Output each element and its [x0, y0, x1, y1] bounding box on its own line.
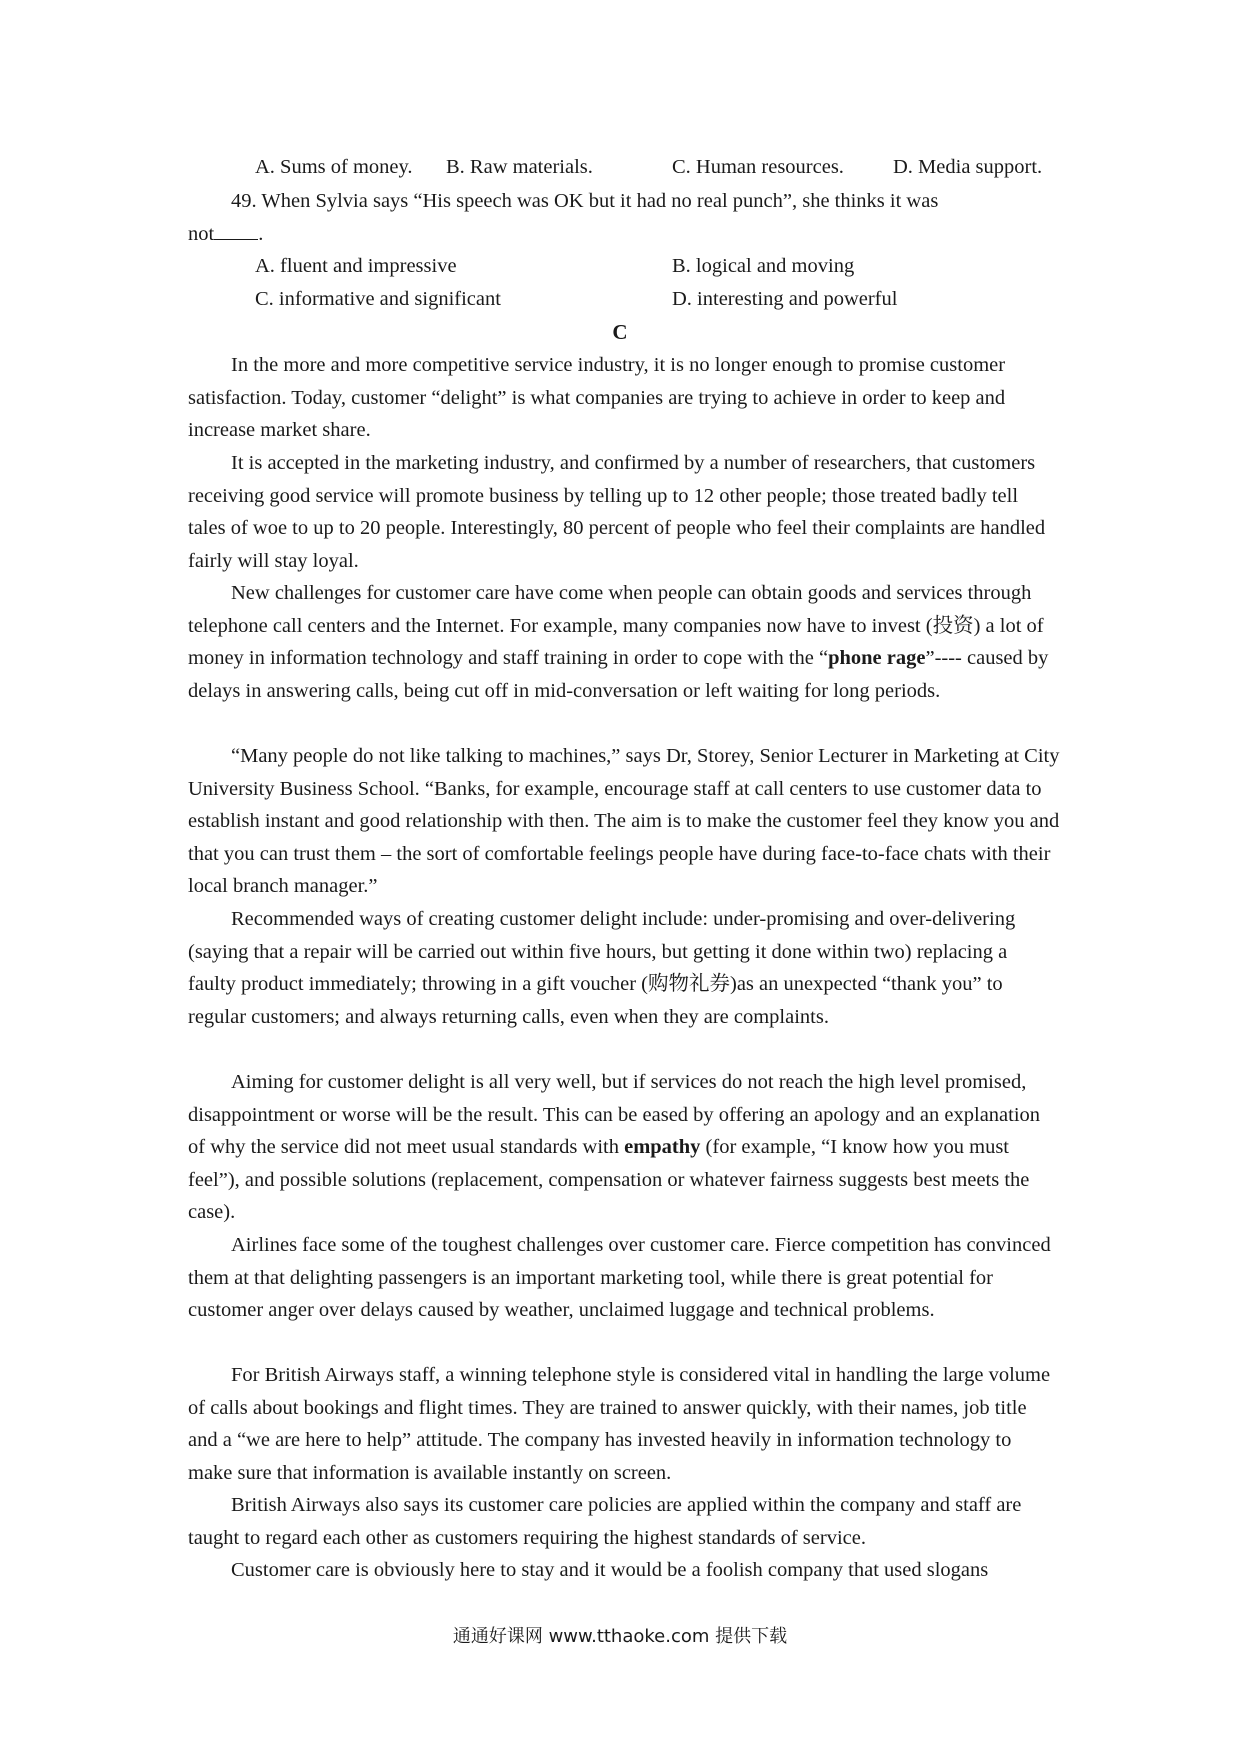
p6-text-a: Aiming for customer delight is all very well, but if services do not reach the high level promised, disappointment or worse will be the result. This can be eased by offering an apology and an explanation of why the service did not meet usual standards with [188, 1071, 1041, 1159]
phone-rage-term: phone rage [828, 647, 926, 670]
passage-paragraph-4: “Many people do not like talking to machines,” says Dr, Storey, Senior Lecturer in Marketing at City University Business School. “Banks, for example, encourage staff at call centers to use customer data to establish instant and good relationship with then. The aim is to make the customer feel they know you and that you can trust them – the sort of comfortable feelings people have during face-to-face chats with their local branch manager.” [188, 745, 1060, 898]
passage-paragraph-9: British Airways also says its customer care policies are applied within the company and staff are taught to regard each other as customers requiring the highest standards of service. [188, 1494, 1022, 1549]
q48-option-d: D. Media support. [893, 156, 1043, 178]
page-footer: 通通好课网 www.tthaoke.com 提供下载 [452, 1626, 788, 1647]
q49-stem-suffix: . [258, 223, 264, 245]
passage-paragraph-8: For British Airways staff, a winning telephone style is considered vital in handling the large volume of calls about bookings and flight times. They are trained to answer quickly, with their names, job title and a “we are here to help” attitude. The company has invested heavily in information technology to make sure that information is available instantly on screen. [188, 1364, 1051, 1484]
q49-option-c: C. informative and significant [255, 288, 501, 310]
p3-text-b: ”---- caused by delays in answering calls, being cut off in mid-conversation or left waiting for long periods. [188, 647, 1049, 702]
q49-stem-line1: 49. When Sylvia says “His speech was OK but it had no real punch”, she thinks it was [231, 190, 939, 212]
passage-paragraph-7: Airlines face some of the toughest challenges over customer care. Fierce competition has convinced them at that delighting passengers is an important marketing tool, while there is great potential for customer anger over delays caused by weather, unclaimed luggage and technical problems. [188, 1234, 1051, 1322]
empathy-term: empathy [624, 1136, 701, 1159]
q49-stem-line2 [188, 220, 263, 248]
passage-paragraph-6 [188, 1066, 1060, 1229]
passage-paragraph-5: Recommended ways of creating customer delight include: under-promising and over-delivering (saying that a repair will be carried out within five hours, but getting it done within two) replacing a faulty product immediately; throwing in a gift voucher (购物礼券)as an unexpected “thank you” to regular customers; and always returning calls, even when they are complaints. [188, 908, 1016, 1028]
q49-stem-prefix: not [188, 223, 215, 245]
passage-paragraph-1: In the more and more competitive service industry, it is no longer enough to promise customer satisfaction. Today, customer “delight” is what companies are trying to achieve in order to keep and increase market share. [188, 354, 1006, 442]
passage-paragraph-10: Customer care is obviously here to stay and it would be a foolish company that used slogans [231, 1559, 989, 1581]
q48-option-c: C. Human resources. [672, 156, 844, 178]
section-heading: C [612, 320, 628, 344]
q49-option-d: D. interesting and powerful [672, 288, 898, 310]
p6-text-b: (for example, “I know how you must feel”), and possible solutions (replacement, compensation or whatever fairness suggests best meets the case). [188, 1136, 1030, 1224]
passage-paragraph-3 [188, 577, 1060, 707]
passage-paragraph-2: It is accepted in the marketing industry, and confirmed by a number of researchers, that customers receiving good service will promote business by telling up to 12 other people; those treated badly tell tales of woe to up to 20 people. Interestingly, 80 percent of people who feel their complaints are handled fairly will stay loyal. [188, 452, 1046, 572]
answer-blank [214, 221, 258, 240]
p3-text-a: New challenges for customer care have come when people can obtain goods and services through telephone call centers and the Internet. For example, many companies now have to invest (投资) a lot of money in information technology and staff training in order to cope with the “ [188, 582, 1044, 670]
q49-option-b: B. logical and moving [672, 255, 855, 277]
q48-option-a: A. Sums of money. [255, 156, 413, 178]
q49-option-a: A. fluent and impressive [255, 255, 457, 277]
q48-option-b: B. Raw materials. [446, 156, 593, 178]
